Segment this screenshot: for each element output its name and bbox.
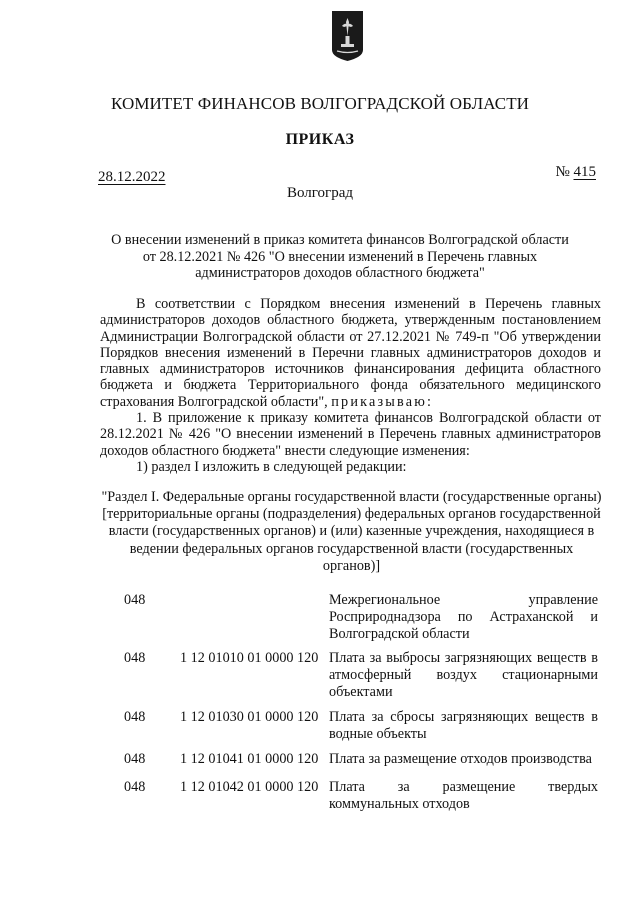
preamble-text: В соответствии с Порядком внесения изменений в Перечень главных администраторов доходов областного бюджета, утвержденным постановлением Администрации Волгоградской области от 27.12.2021 № 749-п "Об утверждении Порядков внесения изменений в Перечни главных администраторов доходов и главных администраторов источников финансирования дефицита областного бюджета и бюджета Территориального фонда обязательного медицинского страхования Волгоградской области", — [100, 296, 601, 410]
income-code: 1 12 01010 01 0000 120 — [180, 650, 319, 666]
income-name: Плата за размещение твердых коммунальных отходов — [329, 779, 598, 813]
order-date: 28.12.2022 — [98, 169, 166, 185]
committee-name: КОМИТЕТ ФИНАНСОВ ВОЛГОГРАДСКОЙ ОБЛАСТИ — [110, 94, 530, 113]
subject-line: от 28.12.2021 № 426 "О внесении изменений в Перечень главных — [142, 248, 538, 265]
income-name: Плата за размещение отходов производства — [329, 751, 592, 767]
income-name: Плата за сбросы загрязняющих веществ в водные объекты — [329, 709, 598, 743]
item-1-1-paragraph: 1) раздел I изложить в следующей редакции: — [136, 458, 407, 475]
order-subject — [100, 232, 580, 282]
income-name: Межрегиональное управление Росприроднадзора по Астраханской и Волгоградской области — [329, 592, 598, 643]
order-body — [100, 296, 601, 475]
income-name: Плата за выбросы загрязняющих веществ в атмосферный воздух стационарными объектами — [329, 650, 598, 701]
admin-code: 048 — [124, 650, 146, 666]
item-1-paragraph: 1. В приложение к приказу комитета финансов Волгоградской области от 28.12.2021 № 426 "О внесении изменений в Перечень главных администраторов доходов областного бюджета" внести следующие изменения: — [100, 410, 601, 459]
income-code: 1 12 01030 01 0000 120 — [180, 709, 319, 725]
number-sign: № — [555, 164, 570, 180]
admin-code: 048 — [124, 709, 146, 725]
document-type: ПРИКАЗ — [285, 131, 355, 148]
coat-of-arms-emblem — [331, 10, 364, 62]
order-number — [555, 164, 596, 181]
order-word: приказываю: — [331, 393, 434, 410]
income-code: 1 12 01041 01 0000 120 — [180, 751, 319, 767]
admin-code: 048 — [124, 779, 146, 795]
city-name: Волгоград — [286, 185, 353, 201]
number-value: 415 — [573, 164, 596, 180]
subject-line: администраторов доходов областного бюджета" — [195, 265, 485, 281]
section-title: "Раздел I. Федеральные органы государственной власти (государственные органы) [территориальные органы (подразделения) федеральных органов государственной власти (государственных органов) и (или) казенные учреждения, находящиеся в ведении федеральных органов государственной власти (государственных органов)] — [101, 489, 602, 574]
subject-line: О внесении изменений в приказ комитета финансов Волгоградской области — [111, 232, 569, 248]
admin-code: 048 — [124, 751, 146, 767]
preamble-paragraph — [100, 296, 601, 410]
income-code: 1 12 01042 01 0000 120 — [180, 779, 319, 795]
admin-code: 048 — [124, 592, 146, 608]
